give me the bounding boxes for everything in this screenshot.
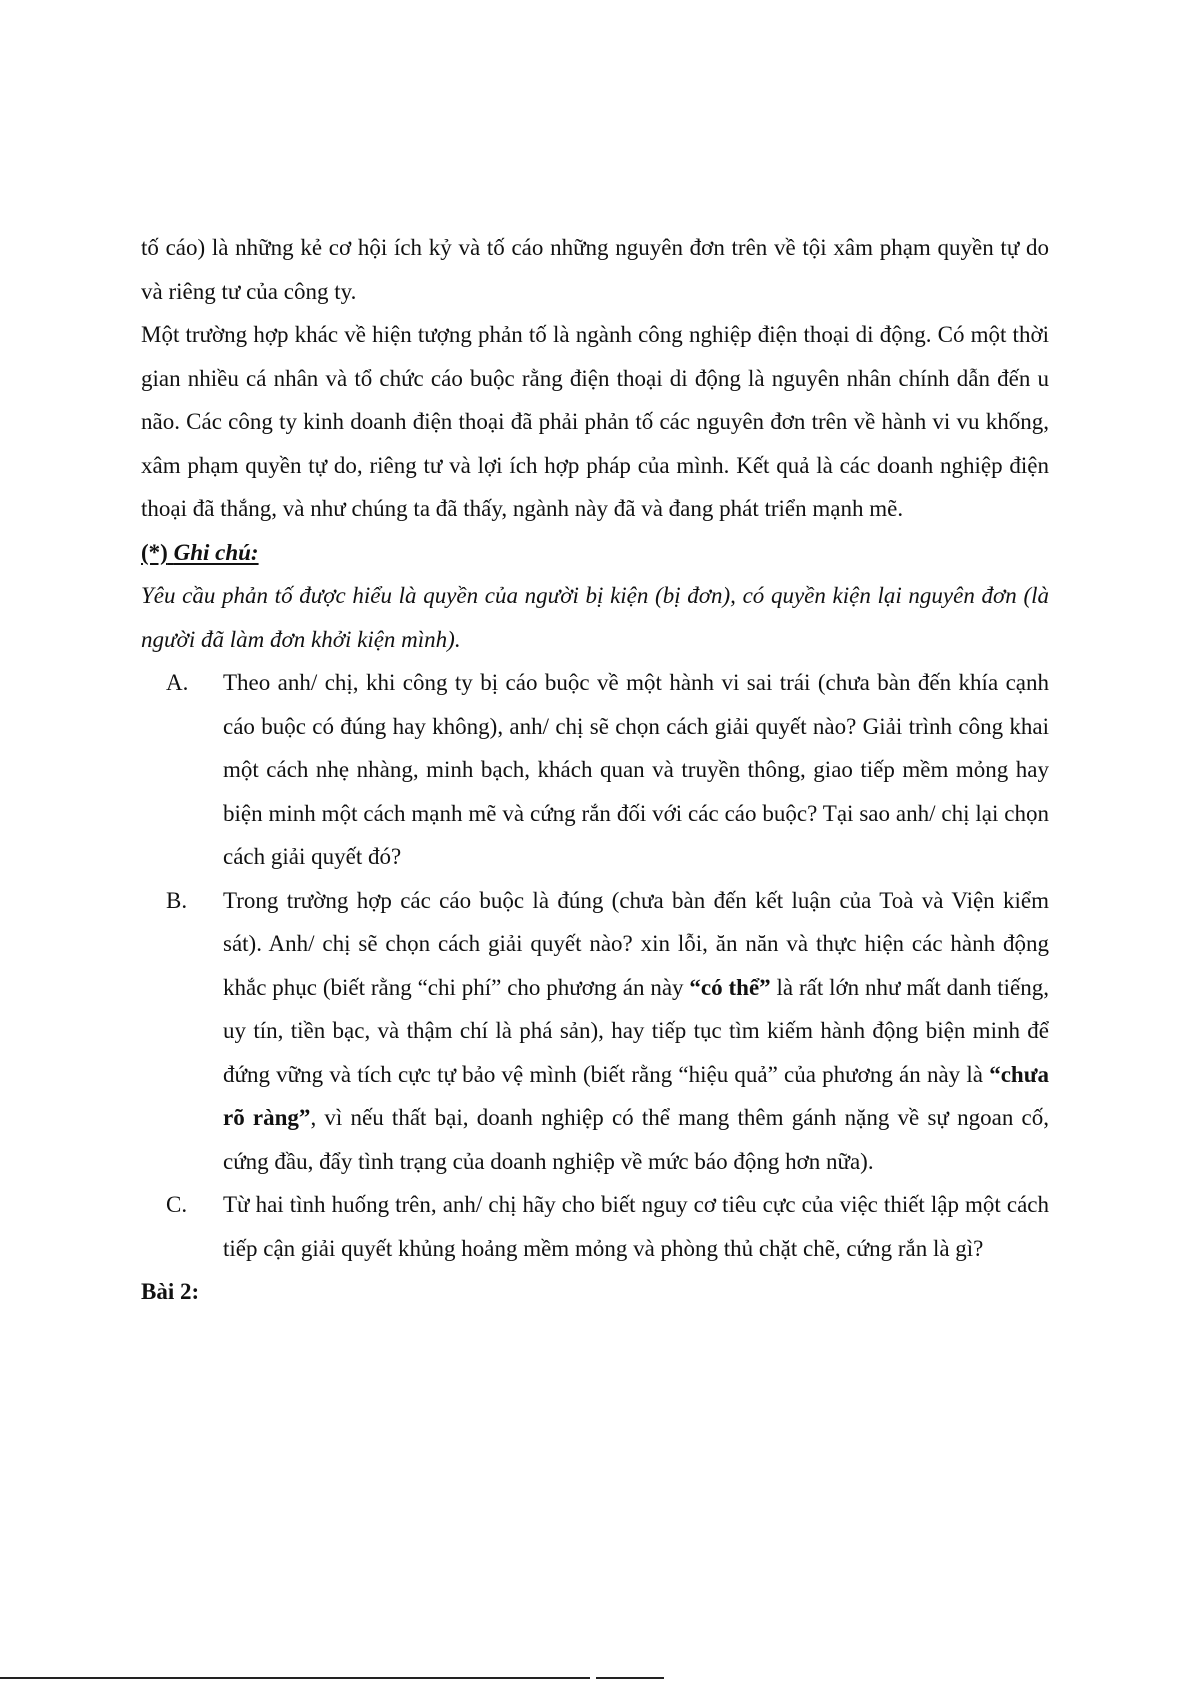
note-title: Ghi chú: [173,539,259,565]
question-b-text-1: Trong trường hợp các cáo buộc là đúng (chưa bàn đến kết luận của Toà và Viện kiểm sát). Anh/ chị sẽ chọn cách giải quyết nào? xin lỗi, ăn năn và thực hiện các hành động khắc phục (biết rằng “chi phí” cho phương án này [223,887,1049,1000]
question-b-bold-2: “chưa rõ ràng” [223,1061,1049,1130]
paragraph-mobile-industry: Một trường hợp khác về hiện tượng phản tố là ngành công nghiệp điện thoại di động. Có một thời gian nhiều cá nhân và tổ chức cáo buộc rằng điện thoại di động là nguyên nhân chính dẫn đến u não. Các công ty kinh doanh điện thoại đã phải phản tố các nguyên đơn trên về hành vi vu khống, xâm phạm quyền tự do, riêng tư và lợi ích hợp pháp của mình. Kết quả là các doanh nghiệp điện thoại đã thắng, và như chúng ta đã thấy, ngành này đã và đang phát triển mạnh mẽ. [141,322,1049,521]
footer-rule [0,1677,590,1679]
question-b-text-3: , vì nếu thất bại, doanh nghiệp có thể mang thêm gánh nặng về sự ngoan cố, cứng đầu, đẩy tình trạng của doanh nghiệp về mức báo động hơn nữa). [223,1105,1049,1174]
document-body [141,226,1049,1314]
paragraph-continuation: tố cáo) là những kẻ cơ hội ích kỷ và tố cáo những nguyên đơn trên về tội xâm phạm quyền tự do và riêng tư của công ty. [141,235,1049,304]
question-c [166,1183,1049,1270]
section-heading-bai-2: Bài 2: [141,1279,200,1304]
question-b [166,879,1049,1184]
question-b-bold-1: “có thể” [689,974,771,1000]
question-a-text: Theo anh/ chị, khi công ty bị cáo buộc về một hành vi sai trái (chưa bàn đến khía cạnh cáo buộc có đúng hay không), anh/ chị sẽ chọn cách giải quyết nào? Giải trình công khai một cách nhẹ nhàng, minh bạch, khách quan và truyền thông, giao tiếp mềm mỏng hay biện minh một cách mạnh mẽ và cứng rắn đối với các cáo buộc? Tại sao anh/ chị lại chọn cách giải quyết đó? [223,670,1049,869]
note-body: Yêu cầu phản tố được hiểu là quyền của người bị kiện (bị đơn), có quyền kiện lại nguyên đơn (là người đã làm đơn khởi kiện mình). [141,583,1049,652]
question-c-text: Từ hai tình huống trên, anh/ chị hãy cho biết nguy cơ tiêu cực của việc thiết lập một cách tiếp cận giải quyết khủng hoảng mềm mỏng và phòng thủ chặt chẽ, cứng rắn là gì? [223,1192,1049,1261]
question-list [141,661,1049,1270]
note-heading [141,531,1049,575]
question-a-letter: A. [166,670,189,695]
question-a [166,661,1049,879]
question-b-letter: B. [166,887,188,913]
footer-rule-short [596,1677,664,1679]
note-marker: (*) [141,539,168,565]
question-b-text-2: là rất lớn như mất danh tiếng, uy tín, tiền bạc, và thậm chí là phá sản), hay tiếp tục tìm kiếm hành động biện minh để đứng vững và tích cực tự bảo vệ mình (biết rằng “hiệu quả” của phương án này là [223,974,1049,1087]
question-c-letter: C. [166,1192,188,1217]
